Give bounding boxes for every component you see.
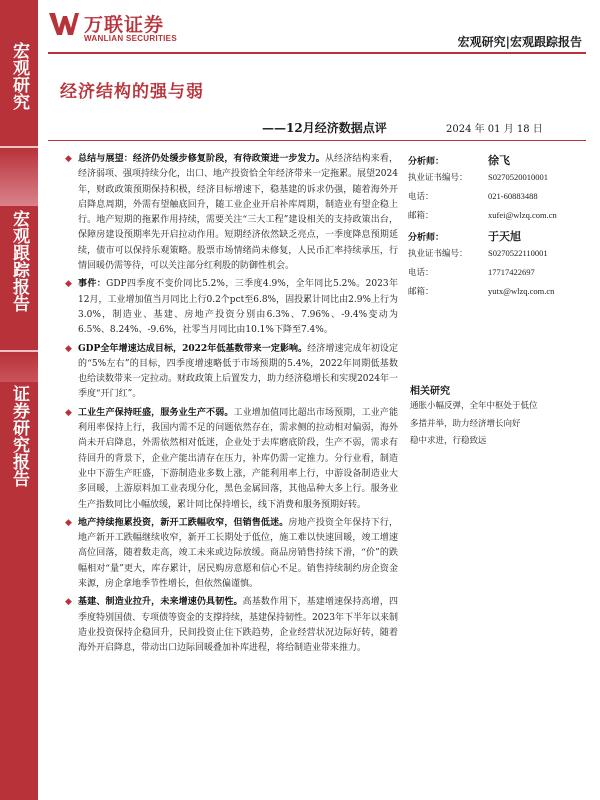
analyst-email-row [408,285,590,304]
paragraph-lead: 地产持续拖累投资，新开工跌幅收窄，但销售低迷。 [78,517,289,528]
phone-label: 电话： [408,192,434,202]
email-address[interactable]: yutx@wlzq.com.cn [488,286,555,296]
paragraph-lead: GDP全年增速达成目标，2022年低基数带来一定影响。 [78,343,308,354]
related-research-title: 相关研究 [410,386,450,397]
paragraph-text: 经济增速完成年初设定的“5%左右”的目标，四季度增速略低于市场预期的5.4%，2022年同期低基数也给读数带来一定拉动。财政政策上后置发力，助力经济稳增长和实现2024年一季度“开门红”。 [78,343,398,400]
brand-logo [48,8,188,48]
analyst-cert-row [408,171,590,190]
brand-name-cn: 万联证券 [84,14,165,36]
report-body [62,152,398,660]
analyst-name: 徐飞 [488,154,510,167]
paragraph-text: GDP四季度不变价同比5.2%，三季度4.9%，全年同比5.2%。2023年12月，工业增加值当月同比上行0.2个pct至6.8%，固投累计同比由2.9%上行为3.0%，制造业、基建、房地产投资分别由6.3%、7.96%、-9.4%变动为6.5%、8.24%、-9.6%，社零当月同比由10.1%下降至7.4%。 [78,279,398,336]
bullet-icon: ◆ [65,343,72,354]
sidebar-label-tracking: 宏观跟踪报告 [9,210,29,312]
paragraph-industry [62,406,398,513]
phone-label: 电话： [408,268,434,278]
sidebar-label-macro: 宏观研究 [9,42,29,110]
paragraph-text: 房地产投资全年保持下行，地产新开工跌幅继续收窄，新开工长期处于低位，施工难以快速回暖，竣工增速高位回落，随着数走高，竣工未来或边际放缓。商品房销售持续下滑，“价”的跌幅相对“量”更大，库存累计，居民购房意愿和信心不足。销售持续制约房企资金来源，房企拿地季节性增长，但依然偏谨慎。 [78,517,398,590]
sidebar-label-securities: 证券研究报告 [9,385,29,487]
analyst-1 [408,152,590,171]
bullet-icon: ◆ [65,407,72,418]
analyst-cert-row [408,247,590,266]
analyst-2 [408,228,590,247]
bullet-icon: ◆ [65,517,72,528]
analyst-panel [408,152,590,304]
cert-label: 执业证书编号： [408,249,468,259]
report-date: 2024 年 01 月 18 日 [446,124,543,135]
header-rule [48,52,586,54]
wanlian-logo-icon [48,10,80,38]
analyst-label: 分析师： [408,157,445,167]
report-category: 宏观研究|宏观跟踪报告 [457,35,582,49]
paragraph-text: 从经济结构来看，经济弱项、强项持续分化，出口、地产投资恰全年经济带来一定拖累。展望2024年，财政政策预期保持积极，经济目标增速下，稳基建的诉求仍强，随着海外开启降息周期，外需有望触底回升，随工业企业开启补库周期，制造业有望企稳上行。地产短期的拖累作用持续，需要关注“三大工程”建设相关的支持政策出台，保障房建设预期率先开启拉动作用。短期经济依然缺乏亮点，一季度降息预期延续，债市可以保持乐观策略。股票市场情绪尚未修复，人民币汇率持续承压，行情回暖仍需等待，可以关注部分红利股的防御性机会。 [78,154,398,272]
brand-name-en: WANLIAN SECURITIES [84,34,177,43]
cert-number: S0270522110001 [488,248,548,258]
bullet-icon: ◆ [65,154,72,164]
email-label: 邮箱： [408,287,434,297]
paragraph-lead: 工业生产保持旺盛，服务业生产不弱。 [78,407,234,418]
analyst-name: 于天旭 [488,230,521,243]
bullet-icon: ◆ [65,279,72,290]
sidebar [0,0,38,800]
subtitle-rule [48,140,586,141]
paragraph-text: 高基数作用下，基建增速保持高增，四季度特别国债、专项债等资金的支撑持续，基建保持韧性。2023年下半年以来制造业投资保持企稳回升，民间投资止住下跌趋势，企业经营状况边际好转，随着海外开启降息，带动出口边际回暖叠加补库进程，将给制造业带来推力。 [78,597,398,654]
paragraph-summary [62,152,398,274]
analyst-email-row [408,209,590,228]
cert-number: S0270520010001 [488,172,548,182]
paragraph-lead: 总结与展望：经济仍处缓步修复阶段，有待政策进一步发力。 [78,154,325,164]
related-research-list [410,398,590,451]
sidebar-gradient [0,148,38,206]
paragraph-lead: 基建、制造业拉升，未来增速仍具韧性。 [78,597,243,608]
analyst-phone-row [408,190,590,209]
report-title: 经济结构的强与弱 [60,82,204,102]
paragraph-gdp [62,342,398,403]
phone-number: 17717422697 [488,267,535,277]
paragraph-property [62,516,398,592]
paragraph-lead: 事件： [78,279,107,290]
analyst-label: 分析师： [408,233,445,243]
related-item[interactable]: 稳中求进，行稳致远 [410,436,487,446]
phone-number: 021-60883488 [488,191,538,201]
analyst-phone-row [408,266,590,285]
report-subtitle: ——12月经济数据点评 [262,121,387,135]
paragraph-event [62,277,398,338]
email-label: 邮箱： [408,211,434,221]
bullet-icon: ◆ [65,597,72,608]
email-address[interactable]: xufei@wlzq.com.cn [488,210,557,220]
paragraph-infrastructure [62,595,398,656]
sidebar-gradient [0,352,38,382]
cert-label: 执业证书编号： [408,173,468,183]
related-item[interactable]: 通胀小幅反弹，全年中枢处于低位 [410,401,538,411]
related-item[interactable]: 多措并举，助力经济增长向好 [410,418,521,429]
paragraph-text: 工业增加值同比超出市场预期，工业产能利用率保持上行，我国内需不足的问题依然存在，需求侧的拉动相对偏弱，海外尚未开启降息，外需依然相对低迷，企业处于去库磨底阶段，生产不弱，需求有待回升的背景下，企业产能出清存在压力，补库仍需一定推力。分行业看，制造业中下游生产旺盛，下游制造业多数上涨，产能利用率上行，中游设备制造业大多回暖，上游原料加工业表现分化，黑色金属回落，其他品种大多上行。服务业生产指数同比小幅放缓，累计同比保持增长，线下消费和服务预期好转。 [78,407,398,510]
